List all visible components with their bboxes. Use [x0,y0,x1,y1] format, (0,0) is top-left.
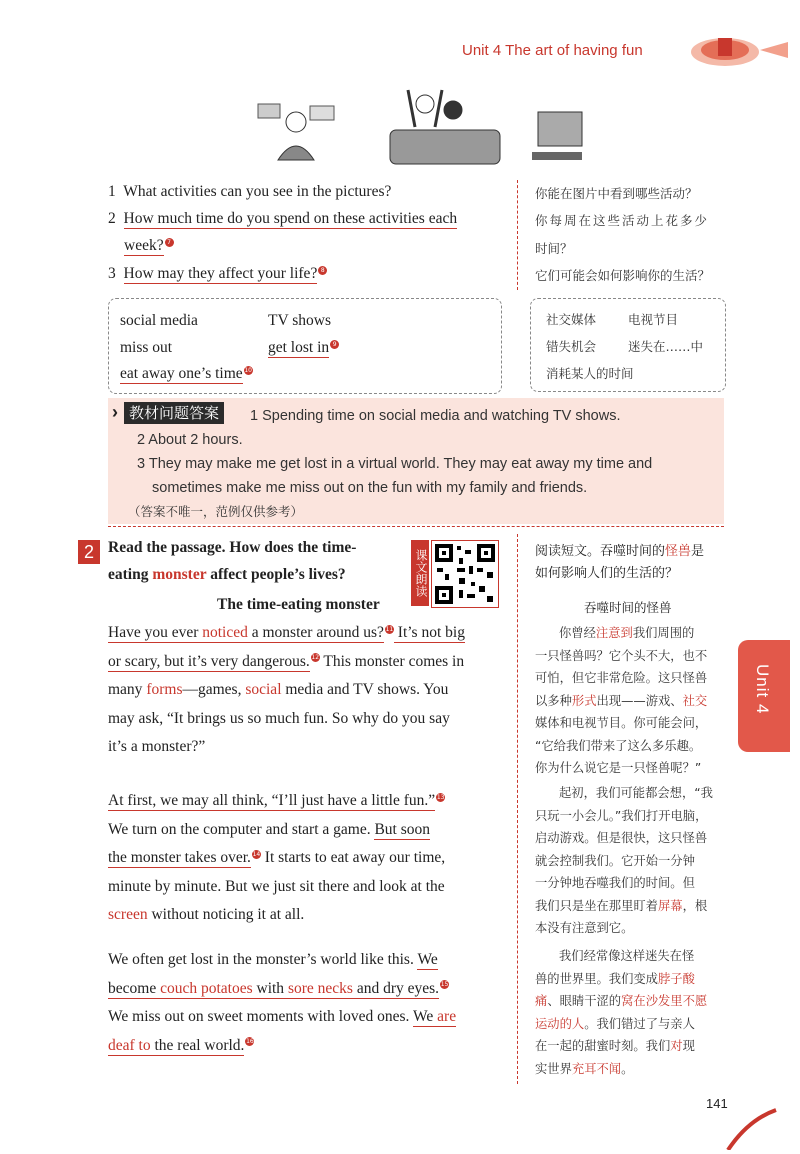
translation-line: 在一起的甜蜜时刻。我们对现 [535,1039,695,1053]
monitor-illustration [532,112,582,160]
translation-line: 可怕，但它非常危险。这只怪兽 [535,671,708,685]
translation-line: 以多种形式出现——游戏、社交 [535,693,708,708]
question-2-cont: week? 7 [124,237,174,255]
translation-line: 起初，我们可能都会想，“我 [559,786,713,800]
header-ornament [680,30,790,68]
unit-side-tab[interactable] [738,640,790,752]
passage-line: deaf to the real world. 16 [108,1036,254,1054]
answer-chevron-icon: › [112,402,118,422]
passage-line: At first, we may all think, “I’ll just have a little fun.” 13 [108,792,445,809]
activity-illustrations [240,82,600,182]
translation-line: 你为什么说它是一只怪兽呢？” [535,761,702,775]
translation-line: 只玩一小会儿。”我们打开电脑， [535,808,708,823]
answer-note: （答案不唯一，范例仅供参考） [128,504,304,519]
passage-line: minute by minute. But we just sit there and look at the [108,877,445,895]
vocab-cn-2: 电视节目 [628,312,679,327]
translation-line: 一分钟地吞噬我们的时间。但 [535,876,695,890]
question-3-cn: 它们可能会如何影响你的生活？ [535,268,711,283]
translation-line: 我们只是坐在那里盯着屏幕，根 [535,898,708,913]
translation-line: “它给我们带来了这么多乐趣。 [535,738,702,753]
cn-passage-title: 吞噬时间的怪兽 [584,600,672,615]
vocab-tv-shows: TV shows [268,312,332,329]
passage-paragraph-3 [108,946,504,1060]
qr-label: 课文朗读 [411,540,429,606]
unit-header: Unit 4 The art of having fun [462,42,643,59]
cn-instruction-cont: 如何影响人们的生活的？ [535,566,679,581]
passage-paragraph-1 [108,619,504,762]
section2-instruction: Read the passage. How does the time- [108,539,357,556]
passage-line: may ask, “It brings us so much fun. So why do you say [108,709,450,727]
vocab-cn-1: 社交媒体 [546,312,597,327]
page-number: 141 [706,1096,728,1111]
passage-line: screen without noticing it at all. [108,906,305,923]
translation-line: 就会控制我们。它开始一分钟 [535,853,695,868]
vocab-cn-3: 错失机会 [546,339,597,354]
unit-side-tab-label: Unit 4 [753,664,772,715]
vocab-miss-out: miss out [120,339,173,356]
couple-on-sofa-illustration [390,90,500,164]
page-corner-ornament [718,1090,778,1150]
vocab-eat-away: eat away one’s time 10 [120,365,252,382]
question-2: 2 How much time do you spend on these activities each [108,210,458,227]
answer-3-cont: sometimes make me miss out on the fun with my family and friends. [152,480,588,496]
vocab-social-media: social media [120,312,198,329]
answer-2: 2 About 2 hours. [137,432,243,448]
answer-3: 3 They may make me get lost in a virtual world. They may eat away my time and [137,456,653,472]
qr-code[interactable] [431,540,499,608]
passage-line: We miss out on sweet moments with loved ones. We are [108,1008,457,1025]
passage-line: We turn on the computer and start a game. But soon [108,820,431,838]
passage-line: the monster takes over. 14 It starts to eat away our time, [108,849,446,866]
question-1: 1 What activities can you see in the pictures? [108,183,392,200]
translation-paragraph-1 [535,622,725,780]
translation-line: 兽的世界里。我们变成脖子酸 [535,971,695,986]
question-2-cn: 你每周在这些活动上花多少 [535,213,710,228]
section-number-badge: 2 [78,540,100,564]
answer-1: 1 Spending time on social media and watching TV shows. [250,408,621,424]
translation-line: 一只怪兽吗？它个头不大，也不 [535,648,708,663]
vocab-get-lost-in: get lost in 9 [268,339,339,357]
passage-line: many forms—games, social media and TV shows. You [108,681,449,698]
passage-line: We often get lost in the monster’s world like this. We [108,951,438,968]
vocab-cn-5: 消耗某人的时间 [546,366,634,381]
passage-line: or scary, but it’s very dangerous. 12 This monster comes in [108,652,465,670]
translation-line: 运动的人。我们错过了与亲人 [535,1016,695,1031]
column-divider-bottom [517,534,518,1084]
translation-line: 实世界充耳不闻。 [535,1061,634,1076]
person-with-phone-illustration [258,104,334,160]
question-3: 3 How may they affect your life? 8 [108,265,327,283]
passage-line: Have you ever noticed a monster around us? 11 It’s not big [108,624,465,641]
answer-badge: 教材问题答案 [124,402,224,424]
section2-instruction-cont: eating monster affect people’s lives? [108,566,346,583]
passage-line: it’s a monster?” [108,738,206,755]
question-1-cn: 你能在图片中看到哪些活动？ [535,186,698,201]
translation-line: 我们经常像这样迷失在怪 [559,949,695,963]
passage-paragraph-2 [108,787,504,930]
passage-line: become couch potatoes with sore necks and dry eyes. 15 [108,979,449,997]
translation-paragraph-2 [535,782,725,940]
translation-line: 启动游戏。但是很快，这只怪兽 [535,831,708,845]
translation-paragraph-3 [535,945,725,1080]
translation-line: 痛、眼睛干涩的窝在沙发里不愿 [535,994,708,1008]
passage-title: The time-eating monster [217,596,380,613]
column-divider-top [517,180,518,290]
question-2-cn-cont: 时间？ [535,241,573,256]
section-divider [108,526,724,527]
translation-line: 本没有注意到它。 [535,921,634,935]
cn-instruction: 阅读短文。吞噬时间的怪兽是 [535,544,705,559]
vocab-cn-4: 迷失在……中 [628,339,704,354]
translation-line: 你曾经注意到我们周围的 [559,626,695,640]
translation-line: 媒体和电视节目。你可能会问， [535,716,708,730]
